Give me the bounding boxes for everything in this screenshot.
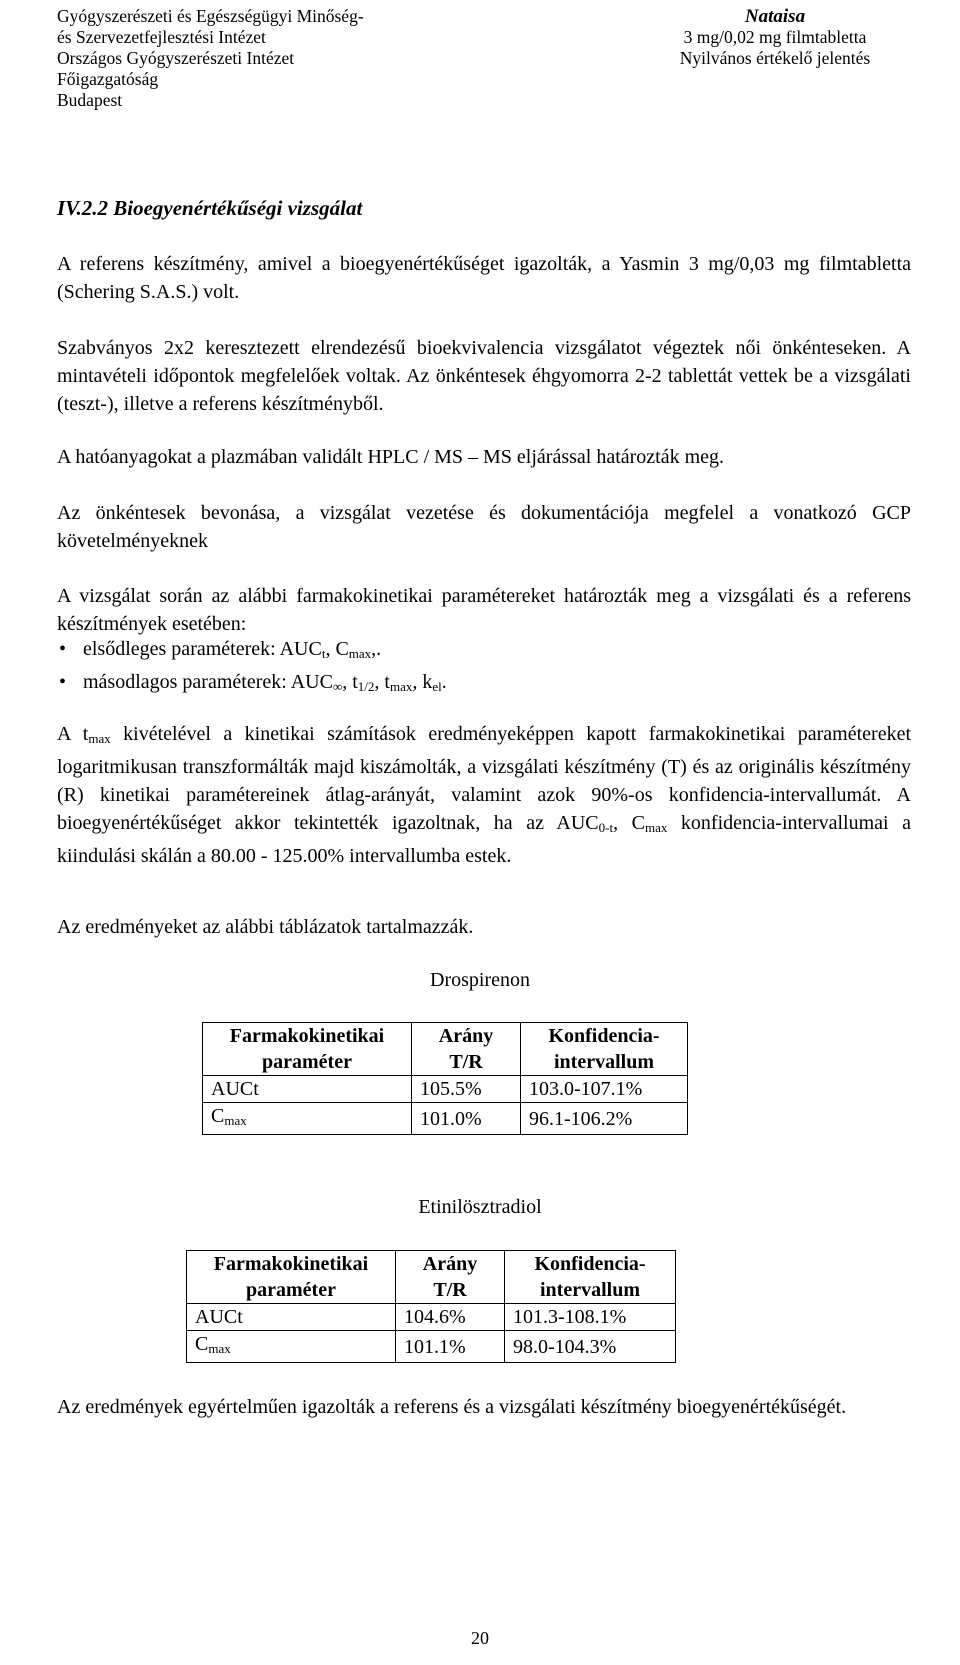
table-title-etinilosztradiol: Etinilösztradiol [418,1196,542,1218]
paragraph-study-design: Szabványos 2x2 keresztezett elrendezésű bioekvivalencia vizsgálatot végeztek női önkénteseken. A mintavételi időpontok megfelelőek voltak. Az önkéntesek éhgyomorra 2-2 tablettát vettek be a vizsgálati (teszt-), illetve a referens készítményből. [57,337,911,415]
table-row [187,1331,676,1363]
paragraph-method: A hatóanyagokat a plazmában validált HPLC / MS – MS eljárással határozták meg. [57,446,725,468]
table-cell: 96.1-106.2% [521,1103,688,1135]
product-strength: 3 mg/0,02 mg filmtabletta [683,27,867,47]
table-cell: $C_{max}$ [187,1331,396,1363]
column-header: Farmakokinetikai paraméter [187,1251,396,1304]
paragraph-parameters: A vizsgálat során az alábbi farmakokinetikai paramétereket határozták meg a vizsgálati és a referens készítmények esetében: [57,585,911,635]
table-cell: 105.5% [412,1076,521,1103]
header-line: Budapest [57,90,123,110]
report-type: Nyilvános értékelő jelentés [679,48,871,68]
header-line: és Szervezetfejlesztési Intézet [57,27,266,47]
table-cell: 101.0% [412,1103,521,1135]
parameter-list [57,635,447,701]
header-line: Gyógyszerészeti és Egészségügyi Minőség- [57,6,364,26]
paragraph-statistics: A $t_{max}$ kivételével a kinetikai számítások eredményeképpen kapott farmakokinetikai paramétereket logaritmikusan transzformálták majd kiszámolták, a vizsgálati készítmény (T) és az originális készítmény (R) kinetikai paramétereinek átlag-arányát, valamint azok 90%-os konfidencia-intervallumát. A bioegyenértékűséget akkor tekintették igazoltnak, ha az $AUC_{0-t}$, $C_{max}$ konfidencia-intervallumai a kiindulási skálán a 80.00 - 125.00% intervallumba estek. [57,723,912,867]
column-header: Arány T/R [396,1251,505,1304]
header-product [625,6,925,69]
header-line: Főigazgatóság [57,69,159,89]
section-title: IV.2.2 Bioegyenértékűségi vizsgálat [57,196,363,220]
page-number: 20 [471,1628,489,1648]
header-line: Országos Gyógyszerészeti Intézet [57,48,295,68]
table-cell: 98.0-104.3% [505,1331,676,1363]
header-institution [57,6,477,111]
table-cell: 103.0-107.1% [521,1076,688,1103]
table-cell: 101.1% [396,1331,505,1363]
paragraph-conclusion: Az eredmények egyértelműen igazolták a referens és a vizsgálati készítmény bioegyenértékűségét. [57,1396,847,1418]
table-cell: AUCt [187,1304,396,1331]
paragraph-gcp: Az önkéntesek bevonása, a vizsgálat vezetése és dokumentációja megfelel a vonatkozó GCP követelményeknek [57,502,911,552]
table-cell: AUCt [203,1076,412,1103]
table-cell: $C_{max}$ [203,1103,412,1135]
product-name: Nataisa [744,6,806,27]
table-title-drospirenon: Drospirenon [430,969,530,991]
table-row [203,1103,688,1135]
paragraph-reference: A referens készítmény, amivel a bioegyenértékűséget igazolták, a Yasmin 3 mg/0,03 mg filmtabletta (Schering S.A.S.) volt. [57,253,911,303]
table-cell: 104.6% [396,1304,505,1331]
paragraph-results-intro: Az eredményeket az alábbi táblázatok tartalmazzák. [57,916,474,938]
column-header: Konfidencia-intervallum [505,1251,676,1304]
table-row [203,1076,688,1103]
list-item: • elsődleges paraméterek: $AUC_t$, $C_{max}$,. [57,635,447,668]
column-header: Arány T/R [412,1023,521,1076]
table-row [187,1304,676,1331]
list-item: • másodlagos paraméterek: $AUC_\infty$, $t_{1/2}$, $t_{max}$, $k_{el}$. [57,668,447,701]
table-drospirenon [202,1022,688,1135]
column-header: Konfidencia-intervallum [521,1023,688,1076]
table-etinilosztradiol [186,1250,676,1363]
table-cell: 101.3-108.1% [505,1304,676,1331]
column-header: Farmakokinetikai paraméter [203,1023,412,1076]
